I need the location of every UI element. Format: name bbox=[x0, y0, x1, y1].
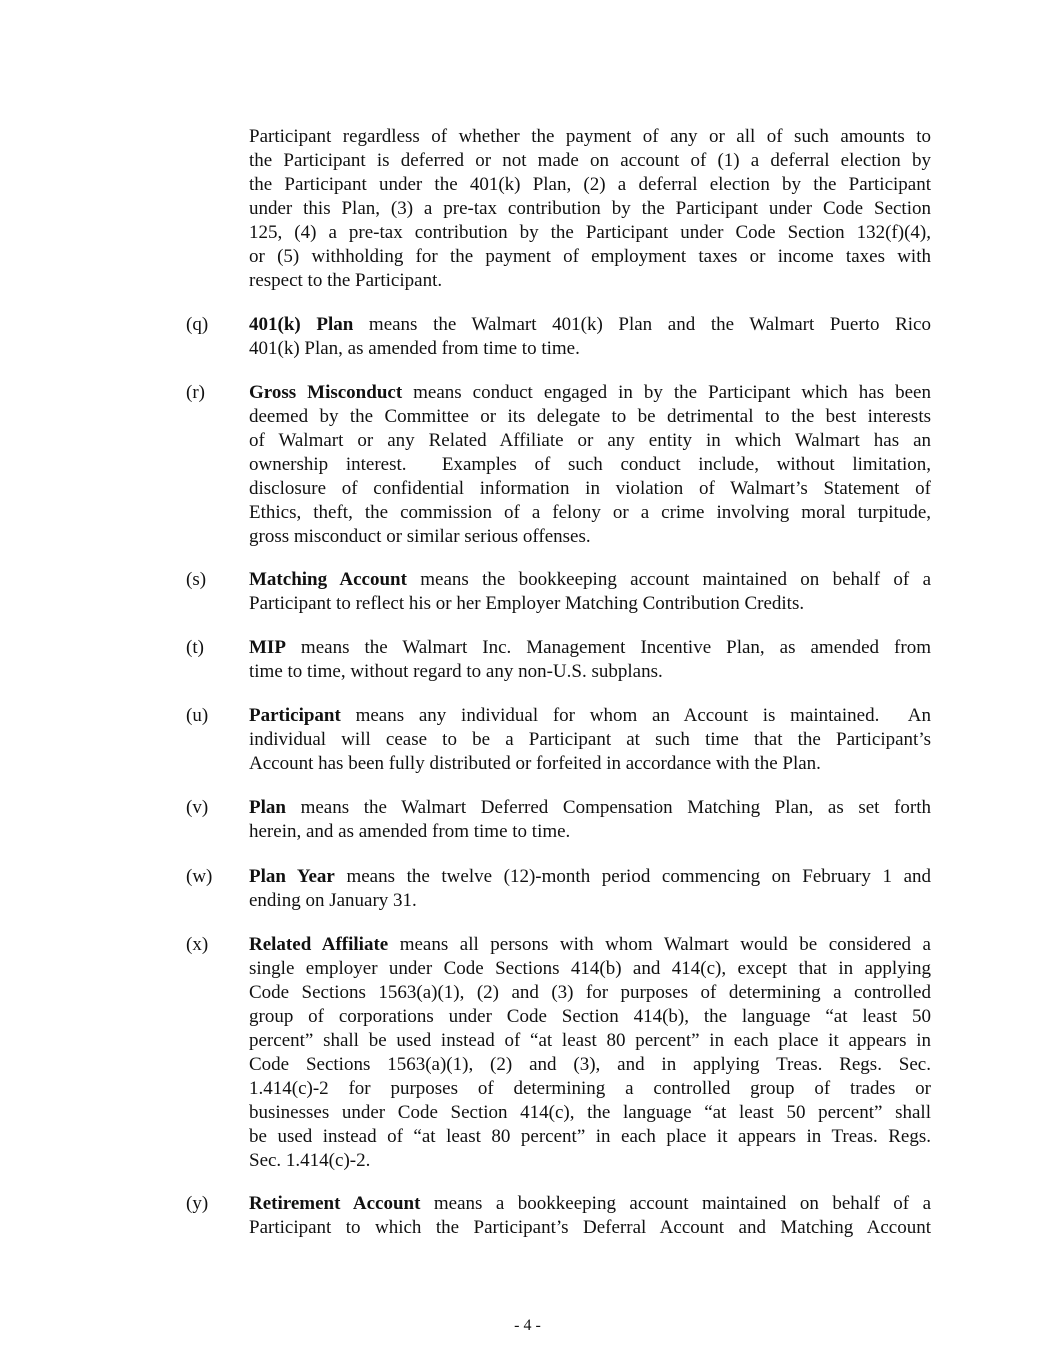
definition-first-line: means the Walmart 401(k) Plan and the Walmart Puerto Rico bbox=[353, 314, 931, 335]
text-line: Code Sections 1563(a)(1), (2) and (3), and in applying Treas. Regs. Sec. bbox=[249, 1054, 931, 1075]
definition-label: (r) bbox=[186, 382, 205, 403]
defined-term: Retirement Account bbox=[249, 1193, 421, 1214]
text-line: ownership interest. Examples of such conduct include, without limitation, bbox=[249, 454, 931, 475]
text-line: 125, (4) a pre-tax contribution by the Participant under Code Section 132(f)(4), bbox=[249, 222, 931, 243]
text-line: gross misconduct or similar serious offenses. bbox=[249, 526, 591, 547]
definition-text bbox=[249, 933, 931, 1173]
text-line bbox=[249, 796, 931, 820]
definition-first-line: means the twelve (12)-month period commencing on February 1 and bbox=[334, 866, 931, 887]
definition-label: (y) bbox=[186, 1193, 209, 1214]
text-line bbox=[249, 636, 931, 660]
text-line: under this Plan, (3) a pre-tax contribution by the Participant under Code Section bbox=[249, 198, 931, 219]
definition-label: (s) bbox=[186, 569, 207, 590]
defined-term: Related Affiliate bbox=[249, 934, 389, 955]
definition-text bbox=[249, 381, 931, 549]
defined-term: Plan Year bbox=[249, 866, 335, 887]
definition-label: (w) bbox=[186, 866, 213, 887]
definition-text bbox=[249, 865, 931, 913]
definition-text bbox=[249, 1192, 931, 1240]
page-number: - 4 - bbox=[514, 1317, 541, 1334]
text-line: Participant to reflect his or her Employer Matching Contribution Credits. bbox=[249, 593, 805, 614]
definition-first-line: means the Walmart Inc. Management Incentive Plan, as amended from bbox=[285, 637, 931, 658]
text-line: Participant regardless of whether the payment of any or all of such amounts to bbox=[249, 126, 931, 147]
text-line: the Participant under the 401(k) Plan, (2) a deferral election by the Participant bbox=[249, 174, 931, 195]
text-line: of Walmart or any Related Affiliate or any entity in which Walmart has an bbox=[249, 430, 931, 451]
text-line: Account has been fully distributed or forfeited in accordance with the Plan. bbox=[249, 753, 821, 774]
text-line bbox=[249, 1192, 931, 1216]
definition-label: (v) bbox=[186, 797, 209, 818]
defined-term: Matching Account bbox=[249, 569, 407, 590]
definition-label: (q) bbox=[186, 314, 209, 335]
defined-term: Gross Misconduct bbox=[249, 382, 403, 403]
text-line bbox=[249, 704, 931, 728]
defined-term: Participant bbox=[249, 705, 341, 726]
text-line bbox=[249, 865, 931, 889]
text-line: Ethics, theft, the commission of a felony or a crime involving moral turpitude, bbox=[249, 502, 931, 523]
definition-text bbox=[249, 636, 931, 684]
text-line: percent” shall be used instead of “at least 80 percent” in each place it appears in bbox=[249, 1030, 931, 1051]
text-line: deemed by the Committee or its delegate to be detrimental to the best interests bbox=[249, 406, 931, 427]
text-line: 401(k) Plan, as amended from time to time. bbox=[249, 338, 580, 359]
text-line: group of corporations under Code Section 414(b), the language “at least 50 bbox=[249, 1006, 931, 1027]
text-line: businesses under Code Section 414(c), the language “at least 50 percent” shall bbox=[249, 1102, 931, 1123]
text-line: be used instead of “at least 80 percent” in each place it appears in Treas. Regs. bbox=[249, 1126, 931, 1147]
definition-first-line: means all persons with whom Walmart would be considered a bbox=[388, 934, 931, 955]
text-line: the Participant is deferred or not made on account of (1) a deferral election by bbox=[249, 150, 931, 171]
text-line: Participant to which the Participant’s Deferral Account and Matching Account bbox=[249, 1217, 931, 1238]
text-line bbox=[249, 568, 931, 592]
text-line: respect to the Participant. bbox=[249, 270, 443, 291]
text-line: 1.414(c)-2 for purposes of determining a controlled group of trades or bbox=[249, 1078, 931, 1099]
text-line: or (5) withholding for the payment of employment taxes or income taxes with bbox=[249, 246, 931, 267]
continuation-text bbox=[249, 125, 931, 293]
text-line: Sec. 1.414(c)-2. bbox=[249, 1150, 371, 1171]
definition-text bbox=[249, 568, 931, 616]
definition-text bbox=[249, 796, 931, 844]
defined-term: MIP bbox=[249, 637, 286, 658]
text-line: herein, and as amended from time to time. bbox=[249, 821, 571, 842]
definition-text bbox=[249, 313, 931, 361]
text-line: time to time, without regard to any non-U.S. subplans. bbox=[249, 661, 663, 682]
definition-first-line: means a bookkeeping account maintained on behalf of a bbox=[420, 1193, 932, 1214]
definition-first-line: means the bookkeeping account maintained on behalf of a bbox=[406, 569, 931, 590]
text-line: single employer under Code Sections 414(b) and 414(c), except that in applying bbox=[249, 958, 931, 979]
definition-label: (t) bbox=[186, 637, 204, 658]
definition-first-line: means the Walmart Deferred Compensation Matching Plan, as set forth bbox=[285, 797, 931, 818]
definition-first-line: means conduct engaged in by the Participant which has been bbox=[402, 382, 931, 403]
defined-term: 401(k) Plan bbox=[249, 314, 354, 335]
text-line: ending on January 31. bbox=[249, 890, 417, 911]
definition-first-line: means any individual for whom an Account is maintained. An bbox=[340, 705, 931, 726]
text-line: individual will cease to be a Participant at such time that the Participant’s bbox=[249, 729, 931, 750]
definition-label: (u) bbox=[186, 705, 209, 726]
text-line: disclosure of confidential information in violation of Walmart’s Statement of bbox=[249, 478, 931, 499]
text-line bbox=[249, 313, 931, 337]
text-line bbox=[249, 381, 931, 405]
defined-term: Plan bbox=[249, 797, 286, 818]
definition-text bbox=[249, 704, 931, 776]
text-line: Code Sections 1563(a)(1), (2) and (3) for purposes of determining a controlled bbox=[249, 982, 931, 1003]
text-line bbox=[249, 933, 931, 957]
definition-label: (x) bbox=[186, 934, 209, 955]
